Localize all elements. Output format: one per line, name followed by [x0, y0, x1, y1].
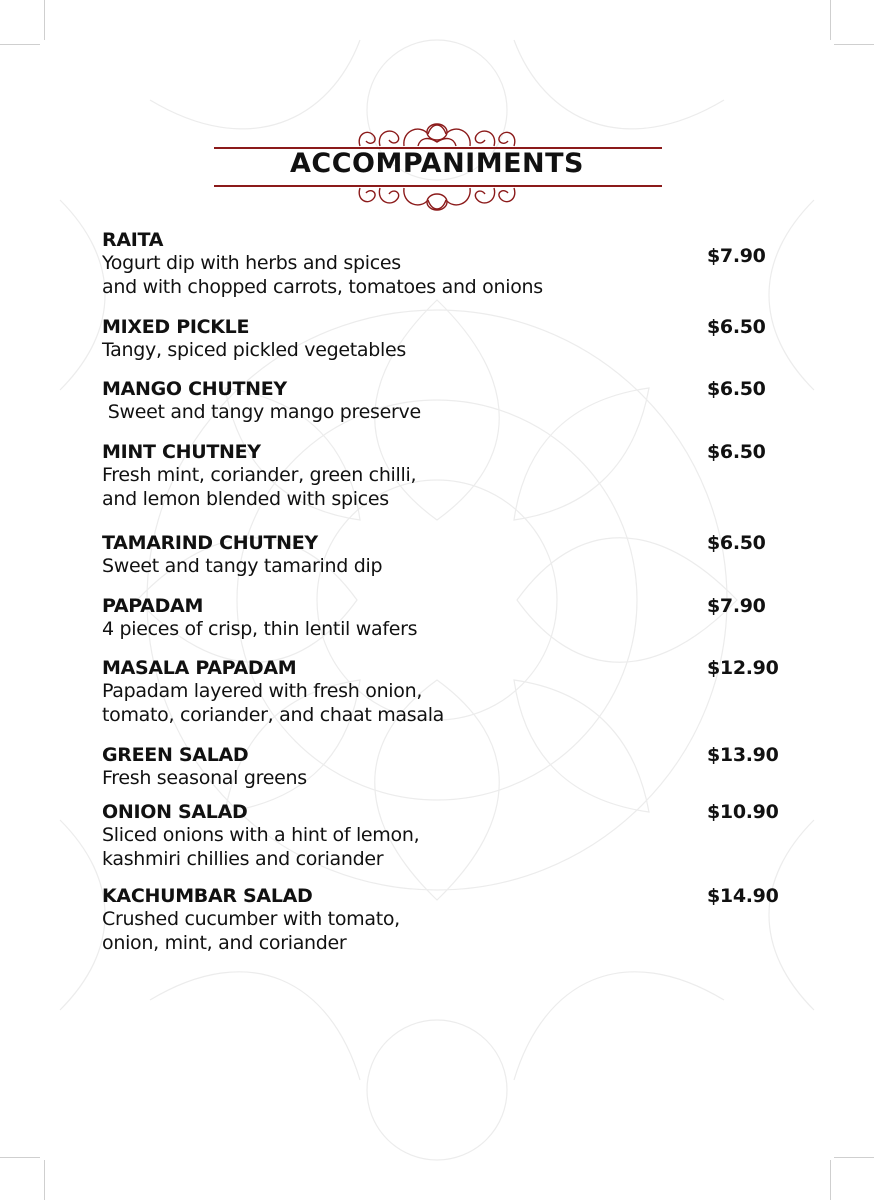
crop-mark — [44, 1160, 45, 1200]
menu-item — [102, 229, 782, 299]
menu-item — [102, 378, 782, 424]
item-price: $6.50 — [707, 378, 766, 400]
item-name: KACHUMBAR SALAD — [102, 885, 313, 907]
item-name: ONION SALAD — [102, 801, 248, 823]
item-description: Yogurt dip with herbs and spices and with chopped carrots, tomatoes and onions — [102, 252, 543, 298]
menu-item — [102, 801, 782, 871]
menu-item — [102, 885, 782, 955]
menu-item — [102, 441, 782, 511]
crop-mark — [0, 1157, 40, 1158]
item-description: Tangy, spiced pickled vegetables — [102, 339, 406, 361]
header-ornament-icon — [0, 0, 874, 230]
menu-item — [102, 532, 782, 578]
item-price: $7.90 — [707, 595, 766, 617]
item-name: MIXED PICKLE — [102, 316, 250, 338]
item-description: Sweet and tangy mango preserve — [102, 401, 421, 423]
menu-item — [102, 744, 782, 790]
item-price: $12.90 — [707, 657, 779, 679]
item-price: $7.90 — [707, 245, 766, 267]
item-name: PAPADAM — [102, 595, 204, 617]
item-price: $14.90 — [707, 885, 779, 907]
item-name: GREEN SALAD — [102, 744, 249, 766]
item-description: Sliced onions with a hint of lemon, kashmiri chillies and coriander — [102, 824, 420, 870]
item-price: $6.50 — [707, 532, 766, 554]
menu-item — [102, 657, 782, 727]
item-description: Crushed cucumber with tomato, onion, mint, and coriander — [102, 908, 400, 954]
item-name: MASALA PAPADAM — [102, 657, 297, 679]
item-description: Sweet and tangy tamarind dip — [102, 555, 383, 577]
menu-item — [102, 595, 782, 641]
item-price: $6.50 — [707, 316, 766, 338]
crop-mark — [830, 1160, 831, 1200]
page-title: ACCOMPANIMENTS — [290, 148, 584, 179]
item-price: $6.50 — [707, 441, 766, 463]
item-description: 4 pieces of crisp, thin lentil wafers — [102, 618, 418, 640]
item-description: Fresh mint, coriander, green chilli, and lemon blended with spices — [102, 464, 417, 510]
item-price: $10.90 — [707, 801, 779, 823]
item-name: RAITA — [102, 229, 164, 251]
item-name: MINT CHUTNEY — [102, 441, 261, 463]
item-description: Papadam layered with fresh onion, tomato, coriander, and chaat masala — [102, 680, 445, 726]
menu-item — [102, 316, 782, 362]
item-price: $13.90 — [707, 744, 779, 766]
item-name: TAMARIND CHUTNEY — [102, 532, 318, 554]
crop-mark — [834, 1157, 874, 1158]
item-description: Fresh seasonal greens — [102, 767, 307, 789]
item-name: MANGO CHUTNEY — [102, 378, 287, 400]
